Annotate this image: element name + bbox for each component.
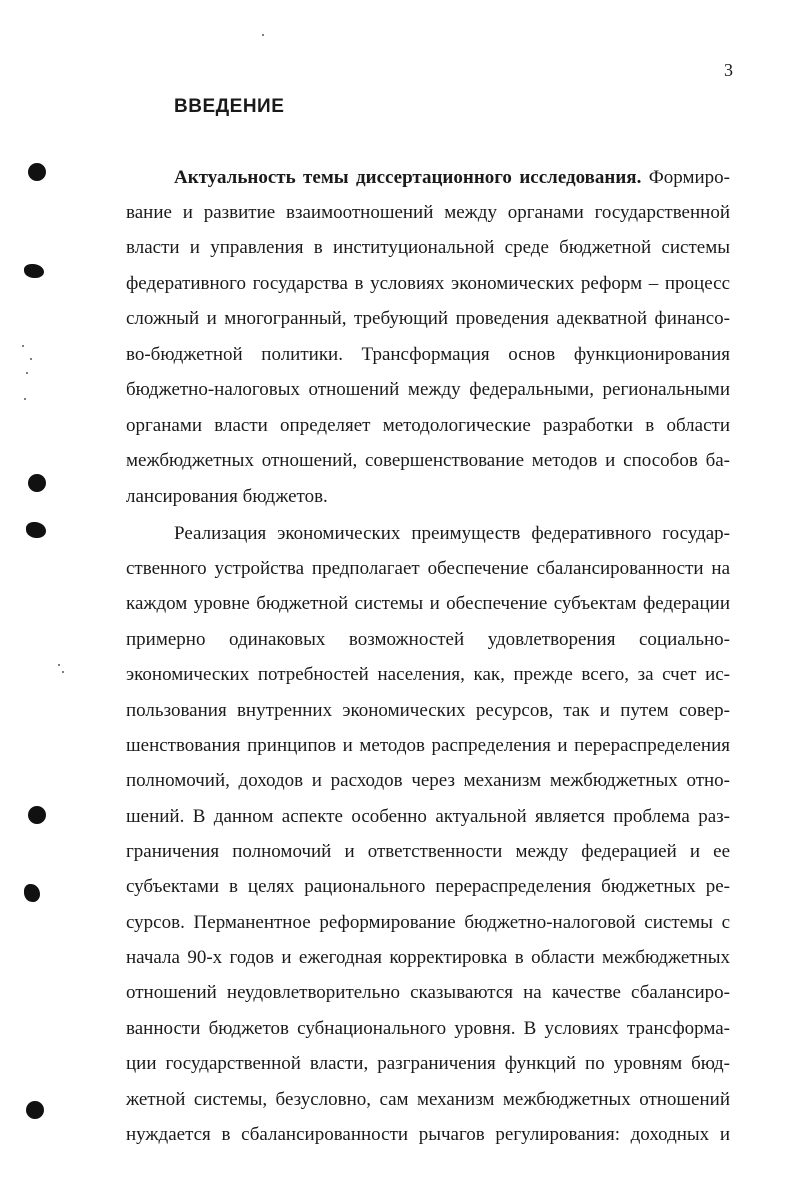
paragraph-2-line: граничения полномочий и ответственности между федерацией и ее: [126, 841, 730, 862]
scan-speck: [58, 664, 60, 666]
paragraph-2-line: полномочий, доходов и расходов через механизм межбюджетных отно-: [126, 770, 730, 791]
section-heading: ВВЕДЕНИЕ: [174, 96, 285, 117]
page-number: 3: [724, 60, 733, 80]
paragraph-2-line: пользования внутренних экономических ресурсов, так и путем совер-: [126, 700, 730, 721]
paragraph-2-line: субъектами в целях рационального перераспределения бюджетных ре-: [126, 876, 730, 897]
paragraph-1-line: власти и управления в институциональной среде бюджетной системы: [126, 237, 730, 258]
punch-hole: [26, 1101, 44, 1119]
paragraph-2-line: шенствования принципов и методов распределения и перераспределения: [126, 735, 730, 756]
scan-speck: [26, 372, 28, 374]
punch-hole: [28, 163, 46, 181]
scan-speck: [62, 671, 64, 673]
punch-hole: [28, 474, 46, 492]
punch-hole: [28, 806, 46, 824]
paragraph-2-line: экономических потребностей населения, как, прежде всего, за счет ис-: [126, 664, 730, 685]
scan-blot: [26, 522, 46, 538]
paragraph-1-line: межбюджетных отношений, совершенствование методов и способов ба-: [126, 450, 730, 471]
paragraph-1-lead: Актуальность темы диссертационного исследования.: [174, 167, 642, 188]
paragraph-1-line-1-rest: Формиро-: [641, 167, 730, 188]
paragraph-1-line: органами власти определяет методологические разработки в области: [126, 415, 730, 436]
paragraph-2-line: ции государственной власти, разграничения функций по уровням бюд-: [126, 1053, 730, 1074]
scan-speck: [262, 34, 264, 36]
paragraph-2-line: примерно одинаковых возможностей удовлетворения социально-: [126, 629, 730, 650]
paragraph-2-line: жетной системы, безусловно, сам механизм межбюджетных отношений: [126, 1089, 730, 1110]
paragraph-2-line: начала 90-х годов и ежегодная корректировка в области межбюджетных: [126, 947, 730, 968]
scan-speck: [24, 398, 26, 400]
scan-speck: [30, 358, 32, 360]
paragraph-1-line: сложный и многогранный, требующий проведения адекватной финансо-: [126, 308, 730, 329]
paragraph-1-line-1: [174, 166, 730, 190]
paragraph-2-line: шений. В данном аспекте особенно актуальной является проблема раз-: [126, 806, 730, 827]
paragraph-1-line: лансирования бюджетов.: [126, 486, 328, 507]
paragraph-1-line: бюджетно-налоговых отношений между федеральными, региональными: [126, 379, 730, 400]
paragraph-1-line: во-бюджетной политики. Трансформация основ функционирования: [126, 344, 730, 365]
paragraph-1-line: федеративного государства в условиях экономических реформ – процесс: [126, 273, 730, 294]
paragraph-2-line: каждом уровне бюджетной системы и обеспечение субъектам федерации: [126, 593, 730, 614]
scan-blot: [24, 884, 40, 902]
scan-speck: [22, 345, 24, 347]
paragraph-2-line-1: Реализация экономических преимуществ федеративного государ-: [174, 523, 730, 544]
paragraph-2-line: отношений неудовлетворительно сказываются на качестве сбалансиро-: [126, 982, 730, 1003]
scan-blot: [24, 264, 44, 278]
paragraph-2-line: ственного устройства предполагает обеспечение сбалансированности на: [126, 558, 730, 579]
paragraph-2-line: сурсов. Перманентное реформирование бюджетно-налоговой системы с: [126, 912, 730, 933]
paragraph-2-line: нуждается в сбалансированности рычагов регулирования: доходных и: [126, 1124, 730, 1145]
paragraph-2-line: ванности бюджетов субнационального уровня. В условиях трансформа-: [126, 1018, 730, 1039]
paragraph-1-line: вание и развитие взаимоотношений между органами государственной: [126, 202, 730, 223]
